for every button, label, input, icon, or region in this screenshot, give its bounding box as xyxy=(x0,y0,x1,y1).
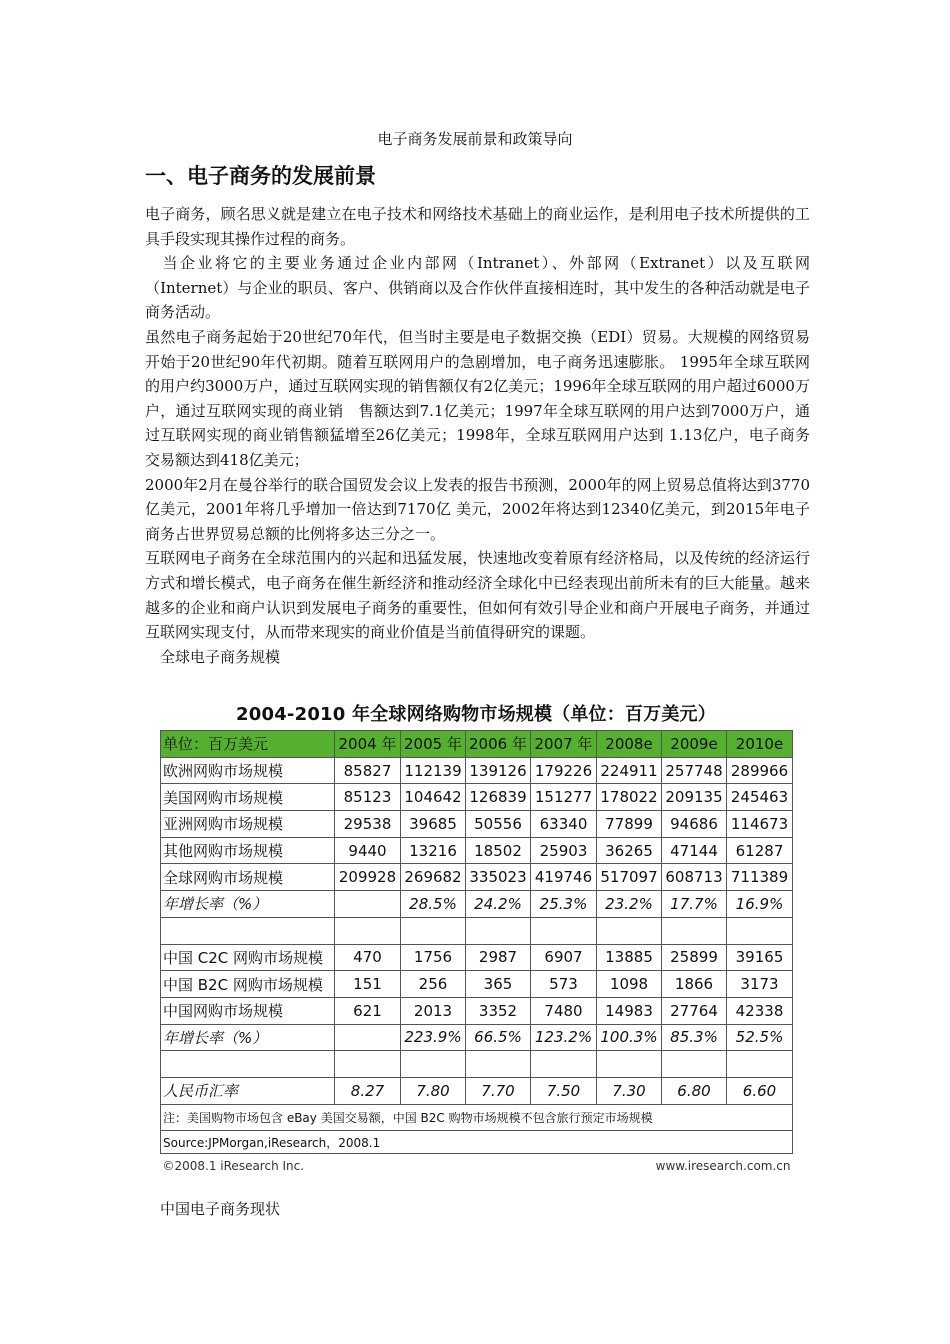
table-row xyxy=(161,864,793,891)
row-label-cell: 中国网购市场规模 xyxy=(161,997,335,1024)
row-label-cell: 中国 B2C 网购市场规模 xyxy=(161,971,335,998)
value-cell: 179226 xyxy=(531,757,597,784)
value-cell: 13216 xyxy=(401,837,466,864)
table-row xyxy=(161,944,793,971)
value-cell: 39685 xyxy=(401,811,466,838)
column-header: 2010e xyxy=(727,731,793,758)
value-cell: 16.9% xyxy=(727,891,793,918)
value-cell: 112139 xyxy=(401,757,466,784)
value-cell: 151277 xyxy=(531,784,597,811)
section-caption: 中国电子商务现状 xyxy=(160,1200,281,1218)
value-cell: 8.27 xyxy=(335,1077,401,1104)
value-cell: 94686 xyxy=(662,811,727,838)
value-cell: 2013 xyxy=(401,997,466,1024)
source-row xyxy=(161,1131,793,1154)
value-cell: 151 xyxy=(335,971,401,998)
value-cell xyxy=(335,891,401,918)
value-cell: 621 xyxy=(335,997,401,1024)
row-label-cell: 亚洲网购市场规模 xyxy=(161,811,335,838)
value-cell: 47144 xyxy=(662,837,727,864)
value-cell xyxy=(727,917,793,944)
column-header: 单位：百万美元 xyxy=(161,731,335,758)
value-cell xyxy=(401,1051,466,1078)
value-cell: 85.3% xyxy=(662,1024,727,1051)
value-cell: 25903 xyxy=(531,837,597,864)
footer-row xyxy=(161,1154,793,1179)
table-row xyxy=(161,1077,793,1104)
value-cell: 517097 xyxy=(597,864,662,891)
table-body xyxy=(161,731,793,1179)
value-cell: 85827 xyxy=(335,757,401,784)
value-cell xyxy=(531,917,597,944)
row-label-cell: 人民币汇率 xyxy=(161,1077,335,1104)
figure-title: 2004-2010 年全球网络购物市场规模（单位：百万美元） xyxy=(236,704,716,725)
table-source: Source:JPMorgan,iResearch，2008.1 xyxy=(161,1131,793,1154)
paragraph-3: 虽然电子商务起始于20世纪70年代，但当时主要是电子数据交换（EDI）贸易。大规模的网络贸易开始于20世纪90年代初期。随着互联网用户的急剧增加，电子商务迅速膨胀。 1995年全球互联网的用户约3000万户，通过互联网实现的销售额仅有2亿美元；1996年全球互联网的用户超过6000万户，通过互联网实现的商业销 售额达到7.1亿美元；1997年全球互联网的用户达到7000万户，通过互联网实现的商业销售额猛增至26亿美元；1998年，全球互联网用户达到 1.13亿户，电子商务交易额达到418亿美元； xyxy=(145,327,810,469)
value-cell xyxy=(466,917,531,944)
value-cell xyxy=(335,1051,401,1078)
table-footer xyxy=(161,1154,793,1179)
body-text xyxy=(145,202,810,669)
value-cell xyxy=(466,1051,531,1078)
value-cell: 77899 xyxy=(597,811,662,838)
value-cell: 29538 xyxy=(335,811,401,838)
value-cell: 269682 xyxy=(401,864,466,891)
value-cell: 85123 xyxy=(335,784,401,811)
market-size-table xyxy=(160,730,793,1178)
value-cell: 17.7% xyxy=(662,891,727,918)
value-cell: 139126 xyxy=(466,757,531,784)
row-label-cell: 年增长率（%） xyxy=(161,1024,335,1051)
value-cell: 23.2% xyxy=(597,891,662,918)
value-cell: 3352 xyxy=(466,997,531,1024)
table-row xyxy=(161,837,793,864)
value-cell: 365 xyxy=(466,971,531,998)
value-cell: 100.3% xyxy=(597,1024,662,1051)
value-cell: 25899 xyxy=(662,944,727,971)
table-note: 注：美国购物市场包含 eBay 美国交易额，中国 B2C 购物市场规模不包含旅行预定市场规模 xyxy=(161,1104,793,1131)
column-header: 2008e xyxy=(597,731,662,758)
row-label-cell: 中国 C2C 网购市场规模 xyxy=(161,944,335,971)
value-cell: 245463 xyxy=(727,784,793,811)
value-cell: 7480 xyxy=(531,997,597,1024)
value-cell: 1866 xyxy=(662,971,727,998)
table-row xyxy=(161,997,793,1024)
column-header: 2004 年 xyxy=(335,731,401,758)
value-cell: 223.9% xyxy=(401,1024,466,1051)
note-row xyxy=(161,1104,793,1131)
value-cell: 36265 xyxy=(597,837,662,864)
value-cell: 419746 xyxy=(531,864,597,891)
value-cell xyxy=(335,917,401,944)
value-cell: 24.2% xyxy=(466,891,531,918)
value-cell: 224911 xyxy=(597,757,662,784)
copyright-text: ©2008.1 iResearch Inc. xyxy=(162,1159,305,1174)
row-label-cell xyxy=(161,917,335,944)
value-cell xyxy=(531,1051,597,1078)
value-cell: 39165 xyxy=(727,944,793,971)
market-size-figure xyxy=(160,700,792,1178)
row-label-cell xyxy=(161,1051,335,1078)
value-cell: 28.5% xyxy=(401,891,466,918)
value-cell: 7.50 xyxy=(531,1077,597,1104)
value-cell: 2987 xyxy=(466,944,531,971)
value-cell: 289966 xyxy=(727,757,793,784)
table-row xyxy=(161,811,793,838)
value-cell xyxy=(597,917,662,944)
table-row xyxy=(161,1024,793,1051)
value-cell: 178022 xyxy=(597,784,662,811)
value-cell: 52.5% xyxy=(727,1024,793,1051)
row-label-cell: 欧洲网购市场规模 xyxy=(161,757,335,784)
figure-caption: 全球电子商务规模 xyxy=(160,647,281,666)
section-heading: 一、电子商务的发展前景 xyxy=(145,164,376,188)
value-cell: 66.5% xyxy=(466,1024,531,1051)
row-label-cell: 全球网购市场规模 xyxy=(161,864,335,891)
table-header-row xyxy=(161,731,793,758)
value-cell: 42338 xyxy=(727,997,793,1024)
row-label-cell: 其他网购市场规模 xyxy=(161,837,335,864)
value-cell: 50556 xyxy=(466,811,531,838)
value-cell: 7.30 xyxy=(597,1077,662,1104)
column-header: 2009e xyxy=(662,731,727,758)
value-cell: 256 xyxy=(401,971,466,998)
table-row xyxy=(161,1051,793,1078)
paragraph-1: 电子商务，顾名思义就是建立在电子技术和网络技术基础上的商业运作，是利用电子技术所提供的工具手段实现其操作过程的商务。 xyxy=(145,205,810,248)
document-title: 电子商务发展前景和政策导向 xyxy=(377,130,573,148)
paragraph-2: 当企业将它的主要业务通过企业内部网（Intranet）、外部网（Extranet）以及互联网（Internet）与企业的职员、客户、供销商以及合作伙伴直接相连时，其中发生的各种活动就是电子商务活动。 xyxy=(145,254,810,322)
table-row xyxy=(161,784,793,811)
value-cell xyxy=(597,1051,662,1078)
paragraph-5: 互联网电子商务在全球范围内的兴起和迅猛发展，快速地改变着原有经济格局，以及传统的经济运行方式和增长模式，电子商务在催生新经济和推动经济全球化中已经表现出前所未有的巨大能量。越来越多的企业和商户认识到发展电子商务的重要性，但如何有效引导企业和商户开展电子商务，并通过互联网实现支付，从而带来现实的商业价值是当前值得研究的课题。 xyxy=(145,549,810,642)
website-link[interactable]: www.iresearch.com.cn xyxy=(655,1159,791,1174)
value-cell: 18502 xyxy=(466,837,531,864)
value-cell: 335023 xyxy=(466,864,531,891)
value-cell: 14983 xyxy=(597,997,662,1024)
value-cell: 25.3% xyxy=(531,891,597,918)
row-label-cell: 年增长率（%） xyxy=(161,891,335,918)
column-header: 2007 年 xyxy=(531,731,597,758)
value-cell: 3173 xyxy=(727,971,793,998)
value-cell: 104642 xyxy=(401,784,466,811)
value-cell: 1756 xyxy=(401,944,466,971)
value-cell xyxy=(662,1051,727,1078)
table-row xyxy=(161,917,793,944)
value-cell: 1098 xyxy=(597,971,662,998)
row-label-cell: 美国网购市场规模 xyxy=(161,784,335,811)
value-cell xyxy=(662,917,727,944)
value-cell xyxy=(727,1051,793,1078)
value-cell xyxy=(335,1024,401,1051)
value-cell: 209928 xyxy=(335,864,401,891)
value-cell: 470 xyxy=(335,944,401,971)
value-cell: 257748 xyxy=(662,757,727,784)
value-cell: 711389 xyxy=(727,864,793,891)
value-cell: 6.80 xyxy=(662,1077,727,1104)
table-row xyxy=(161,891,793,918)
value-cell: 6907 xyxy=(531,944,597,971)
value-cell: 209135 xyxy=(662,784,727,811)
column-header: 2005 年 xyxy=(401,731,466,758)
value-cell: 63340 xyxy=(531,811,597,838)
paragraph-4: 2000年2月在曼谷举行的联合国贸发会议上发表的报告书预测，2000年的网上贸易总值将达到3770亿美元，2001年将几乎增加一倍达到7170亿 美元，2002年将达到12340亿美元，到2015年电子商务占世界贸易总额的比例将多达三分之一。 xyxy=(145,475,810,543)
table-row xyxy=(161,971,793,998)
table-row xyxy=(161,757,793,784)
value-cell: 123.2% xyxy=(531,1024,597,1051)
value-cell: 9440 xyxy=(335,837,401,864)
value-cell xyxy=(401,917,466,944)
value-cell: 608713 xyxy=(662,864,727,891)
value-cell: 6.60 xyxy=(727,1077,793,1104)
value-cell: 126839 xyxy=(466,784,531,811)
value-cell: 27764 xyxy=(662,997,727,1024)
value-cell: 114673 xyxy=(727,811,793,838)
value-cell: 61287 xyxy=(727,837,793,864)
column-header: 2006 年 xyxy=(466,731,531,758)
value-cell: 7.70 xyxy=(466,1077,531,1104)
value-cell: 13885 xyxy=(597,944,662,971)
value-cell: 7.80 xyxy=(401,1077,466,1104)
value-cell: 573 xyxy=(531,971,597,998)
